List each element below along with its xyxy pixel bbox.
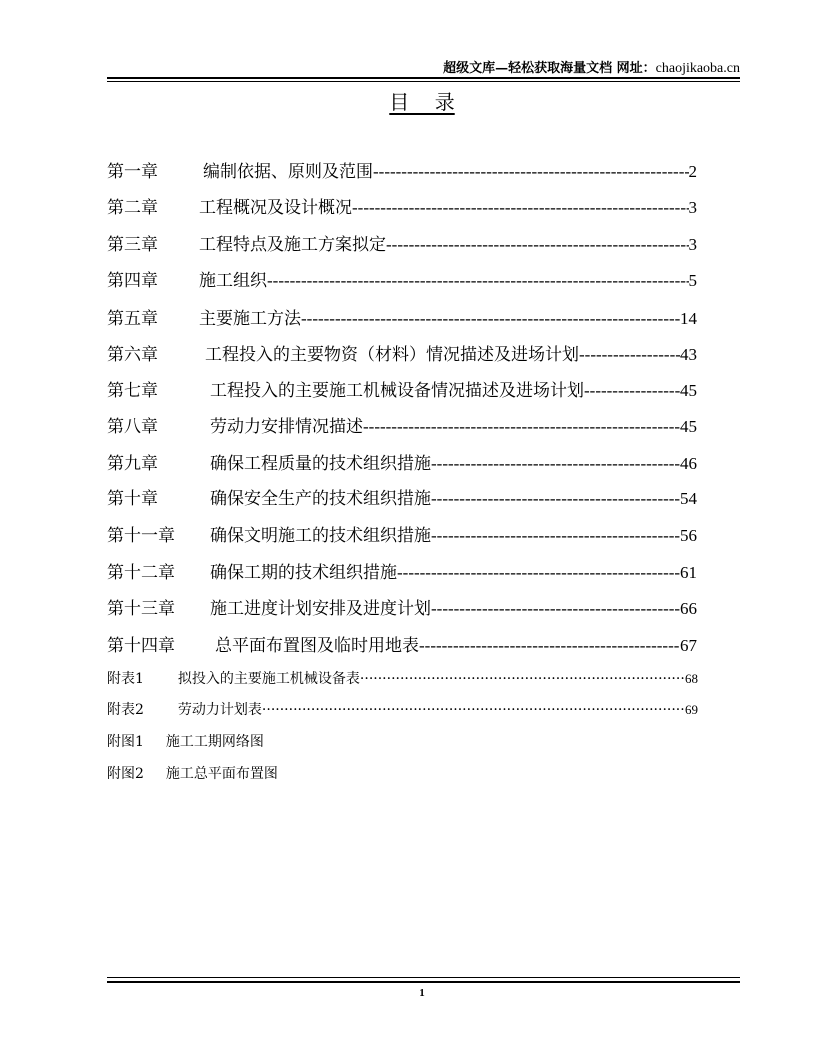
toc-entry[interactable] xyxy=(107,594,697,619)
toc-entry[interactable] xyxy=(107,266,697,291)
page-ref: 61 xyxy=(680,563,697,582)
dot-leader xyxy=(360,671,685,687)
toc-entry[interactable] xyxy=(107,484,697,509)
page-ref: 3 xyxy=(688,235,697,254)
chapter-number: 第十四章 xyxy=(107,636,175,656)
toc-entry[interactable] xyxy=(107,558,697,583)
dash-leader xyxy=(579,345,680,365)
chapter-number: 第十一章 xyxy=(107,526,175,546)
chapter-title: 工程概况及设计概况 xyxy=(199,198,352,218)
dash-leader xyxy=(352,198,689,218)
chapter-number: 第十二章 xyxy=(107,563,175,583)
toc-entry[interactable] xyxy=(107,193,697,218)
appendix-entry[interactable] xyxy=(107,668,698,688)
page-ref: 3 xyxy=(688,198,697,217)
page-ref: 45 xyxy=(680,381,697,400)
chapter-number: 第七章 xyxy=(107,381,158,401)
dash-leader xyxy=(386,235,689,255)
header-rule-thin xyxy=(107,81,740,82)
chapter-number: 第一章 xyxy=(107,162,158,182)
toc-entry[interactable] xyxy=(107,157,697,182)
appendix-title: 劳动力计划表 xyxy=(177,702,262,718)
chapter-number: 第十三章 xyxy=(107,599,175,619)
chapter-number: 第九章 xyxy=(107,454,158,474)
appendix-title: 施工工期网络图 xyxy=(165,734,264,750)
page-ref: 5 xyxy=(688,271,697,290)
page-ref: 66 xyxy=(680,599,697,618)
footer-rule-thin xyxy=(107,977,740,978)
chapter-number: 第六章 xyxy=(107,345,158,365)
page-ref: 14 xyxy=(680,309,697,328)
appendix-label: 附图1 xyxy=(107,734,144,750)
chapter-title: 施工进度计划安排及进度计划 xyxy=(210,599,431,619)
chapter-title: 工程投入的主要物资（材料）情况描述及进场计划 xyxy=(205,345,579,365)
dash-leader xyxy=(363,417,680,437)
page-ref: 43 xyxy=(680,345,697,364)
page-ref: 68 xyxy=(685,671,698,686)
page-ref: 54 xyxy=(680,489,697,508)
chapter-title: 确保文明施工的技术组织措施 xyxy=(210,526,431,546)
appendix-label: 附表2 xyxy=(107,702,144,718)
appendix-entry[interactable] xyxy=(107,699,698,719)
header-text: 超级文库—轻松获取海量文档 网址： xyxy=(443,61,656,76)
dash-leader xyxy=(419,636,680,656)
toc-entry[interactable] xyxy=(107,340,697,365)
page-ref: 69 xyxy=(685,702,698,717)
chapter-title: 主要施工方法 xyxy=(199,309,301,329)
dash-leader xyxy=(431,489,680,509)
chapter-title: 确保工期的技术组织措施 xyxy=(210,563,397,583)
chapter-title: 确保安全生产的技术组织措施 xyxy=(210,489,431,509)
toc-entry[interactable] xyxy=(107,521,697,546)
dash-leader xyxy=(397,563,680,583)
appendix-title: 施工总平面布置图 xyxy=(165,766,278,782)
chapter-title: 工程特点及施工方案拟定 xyxy=(199,235,386,255)
chapter-number: 第八章 xyxy=(107,417,158,437)
dash-leader xyxy=(431,526,680,546)
toc-entry[interactable] xyxy=(107,412,697,437)
chapter-number: 第四章 xyxy=(107,271,158,291)
footer-rule xyxy=(107,981,740,983)
chapter-title: 编制依据、原则及范围 xyxy=(203,162,373,182)
dash-leader xyxy=(373,162,689,182)
dash-leader xyxy=(301,309,680,329)
appendix-label: 附图2 xyxy=(107,766,144,782)
page-number: 1 xyxy=(419,987,425,999)
dash-leader xyxy=(267,271,689,291)
page-ref: 46 xyxy=(680,454,697,473)
dash-leader xyxy=(431,599,680,619)
page-ref: 56 xyxy=(680,526,697,545)
appendix-entry[interactable] xyxy=(107,731,698,751)
header-url: chaojikaoba.cn xyxy=(655,61,740,76)
appendix-title: 拟投入的主要施工机械设备表 xyxy=(177,671,360,687)
chapter-number: 第十章 xyxy=(107,489,158,509)
chapter-title: 劳动力安排情况描述 xyxy=(210,417,363,437)
toc-entry[interactable] xyxy=(107,230,697,255)
page-header xyxy=(443,57,740,77)
toc-entry[interactable] xyxy=(107,631,697,656)
chapter-title: 确保工程质量的技术组织措施 xyxy=(210,454,431,474)
chapter-title: 工程投入的主要施工机械设备情况描述及进场计划 xyxy=(210,381,584,401)
chapter-title: 施工组织 xyxy=(199,271,267,291)
dash-leader xyxy=(431,454,680,474)
appendix-entry[interactable] xyxy=(107,763,698,783)
dash-leader xyxy=(584,381,680,401)
page-ref: 67 xyxy=(680,636,697,655)
chapter-number: 第二章 xyxy=(107,198,158,218)
chapter-number: 第三章 xyxy=(107,235,158,255)
dot-leader xyxy=(262,702,685,718)
toc-entry[interactable] xyxy=(107,449,697,474)
header-rule xyxy=(107,77,740,79)
toc-entry[interactable] xyxy=(107,304,697,329)
page-ref: 45 xyxy=(680,417,697,436)
appendix-label: 附表1 xyxy=(107,671,144,687)
chapter-title: 总平面布置图及临时用地表 xyxy=(215,636,419,656)
chapter-number: 第五章 xyxy=(107,309,158,329)
toc-title: 目 录 xyxy=(389,90,455,114)
toc-entry[interactable] xyxy=(107,376,697,401)
page-ref: 2 xyxy=(688,162,697,181)
